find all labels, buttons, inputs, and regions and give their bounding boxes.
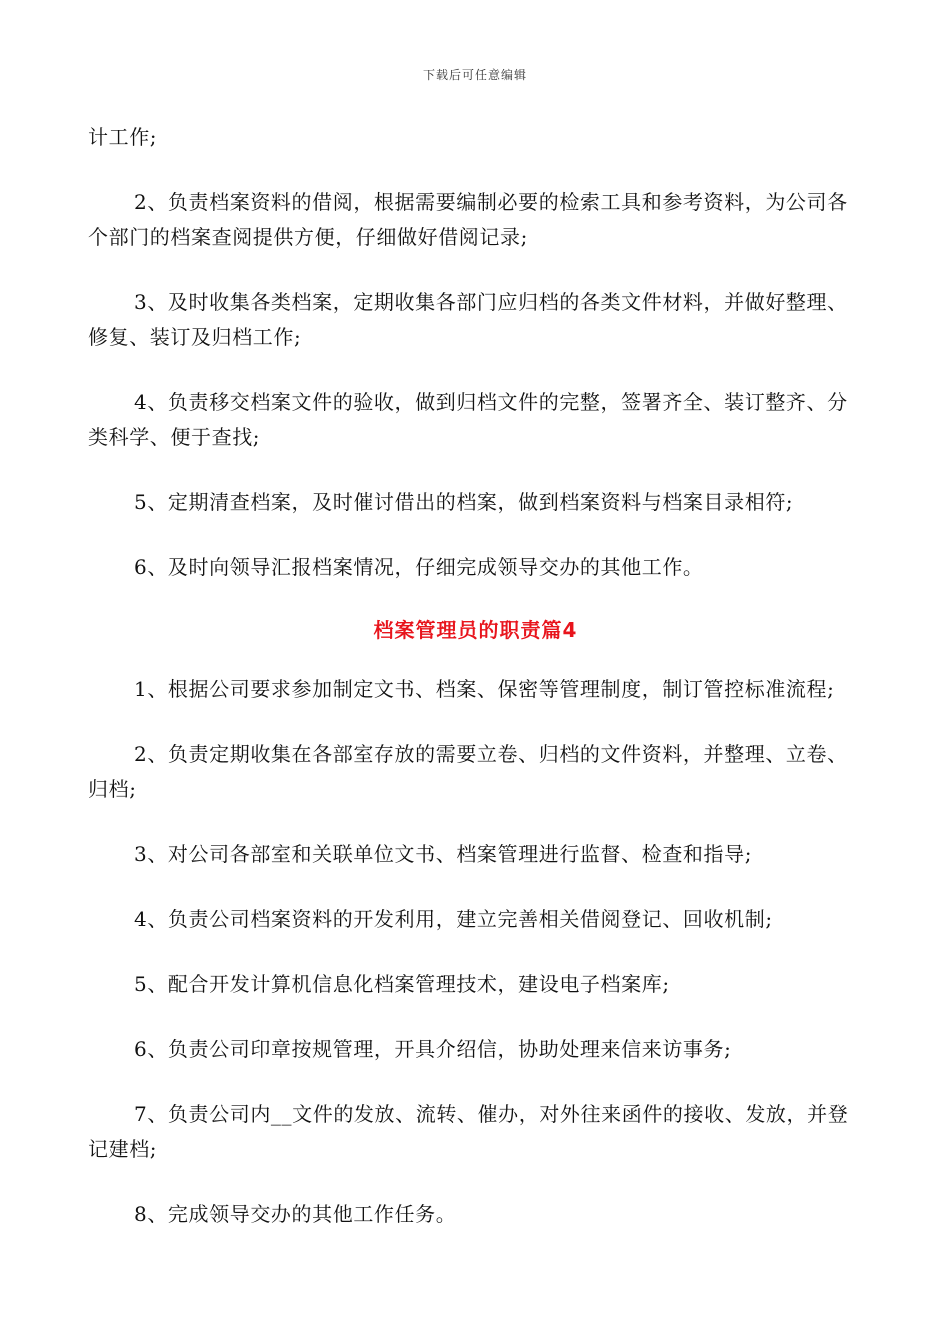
section-title: 档案管理员的职责篇4: [373, 618, 578, 642]
document-body: [88, 120, 863, 1262]
section3-item-4: 4、负责移交档案文件的验收，做到归档文件的完整，签署齐全、装订整齐、分类科学、便于查找;: [88, 390, 848, 449]
section4-item-1: 1、根据公司要求参加制定文书、档案、保密等管理制度，制订管控标准流程;: [134, 677, 835, 701]
header-note: 下载后可任意编辑: [422, 68, 527, 82]
section3-item-2: 2、负责档案资料的借阅，根据需要编制必要的检索工具和参考资料，为公司各个部门的档案查阅提供方便，仔细做好借阅记录;: [88, 190, 848, 249]
section3-item-5: 5、定期清查档案，及时催讨借出的档案，做到档案资料与档案目录相符;: [134, 490, 794, 514]
section4-item-6: 6、负责公司印章按规管理，开具介绍信，协助处理来信来访事务;: [134, 1037, 732, 1061]
section3-item-3: 3、及时收集各类档案，定期收集各部门应归档的各类文件材料，并做好整理、修复、装订及归档工作;: [88, 290, 848, 349]
continuation-paragraph: 计工作;: [88, 125, 158, 149]
section4-item-7: 7、负责公司内__文件的发放、流转、催办，对外往来函件的接收、发放，并登记建档;: [88, 1102, 849, 1161]
section4-item-8: 8、完成领导交办的其他工作任务。: [134, 1202, 457, 1226]
section4-item-4: 4、负责公司档案资料的开发利用，建立完善相关借阅登记、回收机制;: [134, 907, 773, 931]
section3-item-6: 6、及时向领导汇报档案情况，仔细完成领导交办的其他工作。: [134, 555, 704, 579]
section4-item-2: 2、负责定期收集在各部室存放的需要立卷、归档的文件资料，并整理、立卷、归档;: [88, 742, 848, 801]
section4-item-5: 5、配合开发计算机信息化档案管理技术，建设电子档案库;: [134, 972, 670, 996]
section4-item-3: 3、对公司各部室和关联单位文书、档案管理进行监督、检查和指导;: [134, 842, 753, 866]
